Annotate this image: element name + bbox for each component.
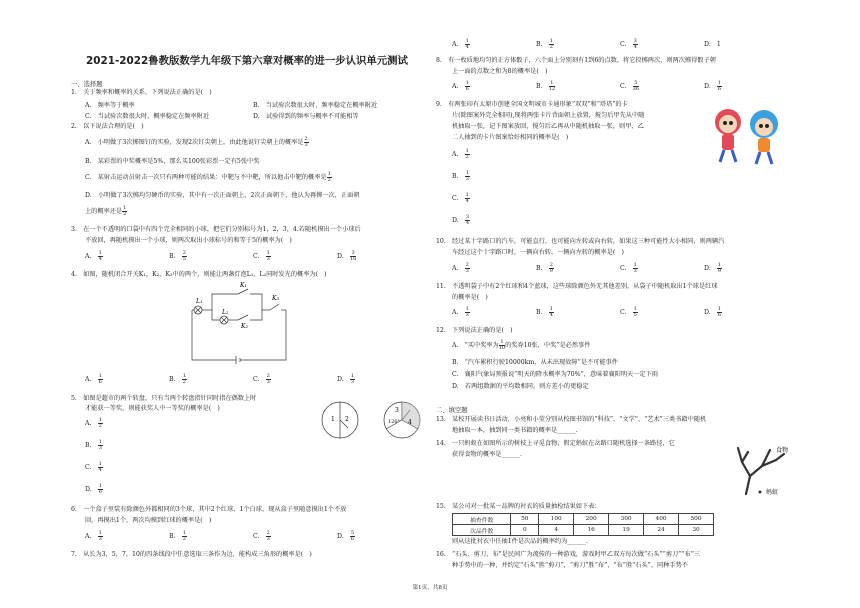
q10-stem-line2: 车经过这个十字路口时，一辆向右转，一辆向左转的概率是( ): [452, 249, 624, 256]
q1-option-b: B. 当试验次数很大时，频率稳定在概率附近: [253, 102, 378, 109]
q15-table: [452, 513, 714, 536]
q8-stem-line2: 上一面的点数之和为8的概率是( ): [452, 68, 548, 75]
disc2-3: 3: [395, 407, 399, 414]
q2-option-d-line1: D. 小明做了3次掷均匀硬币的实验，其中有一次正面朝上，2次正面朝下，他认为再掷一次，正面朝: [85, 192, 360, 199]
q14-line2: 获得食物的概率是______.: [452, 451, 523, 458]
option-c: C. $\frac{1}{3}$: [620, 262, 637, 275]
q12-option-d: D. 若两组数据的平均数相同，则方差小的更稳定: [452, 383, 589, 390]
option-a: A. $\frac{1}{3}$: [85, 530, 102, 543]
table-cell: 0: [511, 525, 539, 536]
option-b: B. $\frac{1}{3}$: [85, 439, 102, 452]
label-l1: L₁: [196, 298, 203, 305]
q13-line1: 13. 某校开展读书日活动，小亮和小莹分别从校图书馆的“科技”、“文学”、“艺术”三类书籍中随机: [436, 416, 707, 423]
q6-stem-line2: 回，再摸出1个，两次均摸到红球的概率是( ): [85, 517, 212, 524]
option-c: C. $\frac{1}{4}$: [85, 461, 102, 474]
table-cell: 200: [574, 514, 609, 525]
q12-stem: 12. 下列说法正确的是( ): [436, 327, 513, 334]
q2-option-b: B. 某彩票的中奖概率是5%，那么买100张彩票一定有5张中奖: [85, 158, 260, 165]
table-cell: 100: [539, 514, 574, 525]
q11-stem-line2: 的概率是( ): [452, 294, 488, 301]
table-cell: 4: [539, 525, 574, 536]
q1-option-d: D. 试验得到的频率与概率不可能相等: [253, 113, 359, 120]
q2-option-d-line2: 上的概率还是 $\frac{1}{2}$: [85, 205, 127, 218]
option-d: D. $\frac{1}{6}$: [85, 483, 103, 496]
option-b: B. $\frac{1}{3}$: [452, 170, 469, 183]
q1-option-c: C. 当试验次数很大时，概率稳定在频率附近: [85, 113, 210, 120]
option-c: C. $\frac{5}{36}$: [620, 80, 640, 93]
option-b: B. $\frac{1}{2}$: [169, 373, 186, 386]
table-row: [453, 525, 714, 536]
q5-stem-line1: 5. 如图是超市的两个转盘，只有当两个转盘指针同时指在偶数上时: [71, 395, 257, 402]
option-b: B. $\frac{1}{2}$: [169, 530, 186, 543]
section-choice: 一、选择题: [71, 81, 103, 88]
q4-stem: 4. 如图，随机闭合开关K₁，K₂，K₃中的两个，则能让两盏灯泡L₁，L₂同时发光的概率为( ): [71, 271, 327, 278]
table-cell: 50: [511, 514, 539, 525]
q1-stem: 1. 关于频率和概率的关系，下列说法正确的是( ): [71, 89, 212, 96]
tree-branch-diagram: [732, 440, 802, 498]
q2-option-a: A. 小明做了3次掷图钉的实验，发现2次钉尖朝上，由此他说钉尖朝上的概率是 $\frac{2}{3}$: [85, 136, 308, 149]
q8-stem-line1: 8. 有一枚质地均匀的正方体骰子，六个面上分别刻有1到6的点数，将它投掷两次，则两次掷得骰子朝: [436, 57, 716, 64]
q12-option-a: A. “买中奖率为 $\frac{1}{10}$的奖券10张，中奖”是必然事件: [452, 339, 591, 352]
disc1-1: 1: [331, 416, 335, 423]
q5-stem-line2: 才能获一等奖，则能获奖人中一等奖的概率是( ): [85, 405, 220, 412]
q6-stem-line1: 6. 一个盒子里装有除颜色外都相同的3个球，其中2个红球，1个白球，现从盒子里随意摸出1个不放: [71, 506, 347, 513]
table-cell: 24: [644, 525, 679, 536]
table-cell: 500: [679, 514, 714, 525]
cartoon-mascots-image: [708, 100, 788, 170]
section-fill: 二、填空题: [436, 407, 468, 414]
option-a: A. $\frac{1}{6}$: [85, 373, 102, 386]
table-cell: 抽查件数: [453, 514, 511, 525]
table-cell: 400: [644, 514, 679, 525]
q12-option-b: B. “汽车累积行驶10000km，从未出现故障”是不可能事件: [452, 359, 618, 366]
label-k3: K₃: [272, 295, 279, 302]
q11-stem-line1: 11. 不透明袋子中有2个红球和4个蓝球，这些球除颜色外无其他差别，从袋子中随机取出1个球是红球: [436, 283, 718, 290]
option-a: A. $\frac{1}{4}$: [452, 38, 469, 51]
option-d: D. $\frac{3}{16}$: [337, 250, 357, 263]
option-c: C. $\frac{1}{5}$: [620, 306, 637, 319]
q9-line4: 二人抽到的卡片图案恰好相同的概率是( ): [452, 134, 569, 141]
option-a: A. $\frac{1}{4}$: [85, 250, 102, 263]
label-k2: K₂: [241, 323, 248, 330]
option-b: B. $\frac{2}{5}$: [169, 250, 186, 263]
option-d: D. 1: [704, 41, 721, 48]
option-a: A. $\frac{1}{2}$: [85, 417, 102, 430]
page-title: 2021-2022鲁教版数学九年级下第六章对概率的进一步认识单元测试: [86, 55, 408, 67]
option-d: D. $\frac{1}{6}$: [704, 80, 722, 93]
q9-line2: 片(除图案外完全相同),现将两张卡片背面朝上放置，搅匀后甲先从中随: [452, 112, 645, 119]
option-c: C. $\frac{1}{3}$: [253, 250, 270, 263]
q13-line2: 地抽取一本，抽到同一类书籍的概率是______.: [452, 427, 578, 434]
q1-option-a: A. 频率等于概率: [85, 102, 135, 109]
option-c: C. $\frac{1}{4}$: [452, 192, 469, 205]
label-l2: L₂: [222, 309, 229, 316]
option-a: A. $\frac{2}{3}$: [452, 262, 469, 275]
table-cell: 16: [574, 525, 609, 536]
q14-line1: 14. 一只蚂蚁在如图所示的树枝上寻觅食物，假定蚂蚁在岔路口随机选择一条路径，它: [436, 440, 675, 447]
q12-option-c: C. 襄阳气象局预报说“明天的降水概率为70%”，意味着襄阳明天一定下雨: [452, 371, 658, 378]
option-a: A. $\frac{1}{3}$: [452, 306, 469, 319]
table-cell: 19: [609, 525, 644, 536]
q7-stem: 7. 从长为3，5，7，10的四条线段中任意选取三条作为边，能构成三角形的概率是( ): [71, 551, 312, 558]
table-row: [453, 514, 714, 525]
option-b: B. $\frac{1}{12}$: [536, 80, 556, 93]
label-k1: K₁: [240, 282, 247, 289]
option-d: D. $\frac{3}{4}$: [452, 214, 470, 227]
option-d: D. $\frac{1}{6}$: [704, 306, 722, 319]
spinner-diagram: [318, 396, 428, 444]
disc2-4: 4: [408, 419, 412, 426]
table-cell: 300: [609, 514, 644, 525]
circuit-diagram: [186, 280, 296, 366]
option-c: C. $\frac{2}{3}$: [253, 373, 270, 386]
option-d: D. $\frac{1}{9}$: [704, 262, 722, 275]
label-food: 食物: [776, 447, 789, 454]
q9-line1: 9. 有两张印有太原市创建全国文明城市卡通形象“双双”和“塔塔”的卡: [436, 101, 628, 108]
option-a: A. $\frac{1}{6}$: [452, 80, 469, 93]
q2-stem: 2. 以下说法合理的是( ): [71, 123, 144, 130]
q10-stem-line1: 10. 经过某十字路口的汽车，可能直行，也可能向左转或向右转，如果这三种可能性大小相同，则两辆汽: [436, 238, 725, 245]
page-footer: 第1页，共8页: [412, 585, 448, 591]
label-ant: 蚂蚁: [766, 489, 779, 496]
option-d: D. $\frac{1}{3}$: [337, 373, 355, 386]
q9-line3: 机抽取一张，记下图案放回，搅匀后乙再从中随机抽取一张，则甲、乙: [452, 123, 644, 130]
option-c: C. $\frac{2}{3}$: [253, 530, 270, 543]
table-cell: 30: [679, 525, 714, 536]
disc2-angle: 120°: [388, 419, 401, 425]
q3-stem-line1: 3. 在一个不透明的口袋中有四个完全相同的小球，把它们分别标号为1，2，3，4.若随机摸出一个小球后: [71, 226, 361, 233]
option-a: A. $\frac{1}{2}$: [452, 148, 469, 161]
disc1-2: 2: [345, 416, 349, 423]
q2-option-c: C. 某射击运动员射击一次只有两种可能的结果：中靶与不中靶，所以他击中靶的概率是 $\frac{1}{2}$: [85, 171, 331, 184]
q15-tail: 则从这批衬衣中任抽1件是次品的概率约为______.: [452, 538, 588, 545]
option-c: C. $\frac{3}{4}$: [620, 38, 637, 51]
q16-line2: 种手势中的一种，并约定“石头”胜“剪刀”，“剪刀”胜“布”，“布”胜“石头”，同种手势不: [452, 562, 688, 569]
q15-stem: 15. 某公司对一批某一品牌的衬衣的质量抽检结果如下表：: [436, 503, 601, 510]
option-b: B. $\frac{1}{2}$: [536, 38, 553, 51]
option-b: B. $\frac{2}{9}$: [536, 262, 553, 275]
table-cell: 次品件数: [453, 525, 511, 536]
q16-line1: 16. “石头、剪刀、布”是民间广为流传的一种游戏，游戏时甲乙双方每次做“石头”“剪刀”“布”三: [436, 551, 701, 558]
q3-stem-line2: 不放回，再随机摸出一个小球，则两次取出小球标号的和等于5的概率为( ): [85, 237, 292, 244]
option-b: B. $\frac{1}{4}$: [536, 306, 553, 319]
option-d: D. $\frac{5}{6}$: [337, 530, 355, 543]
